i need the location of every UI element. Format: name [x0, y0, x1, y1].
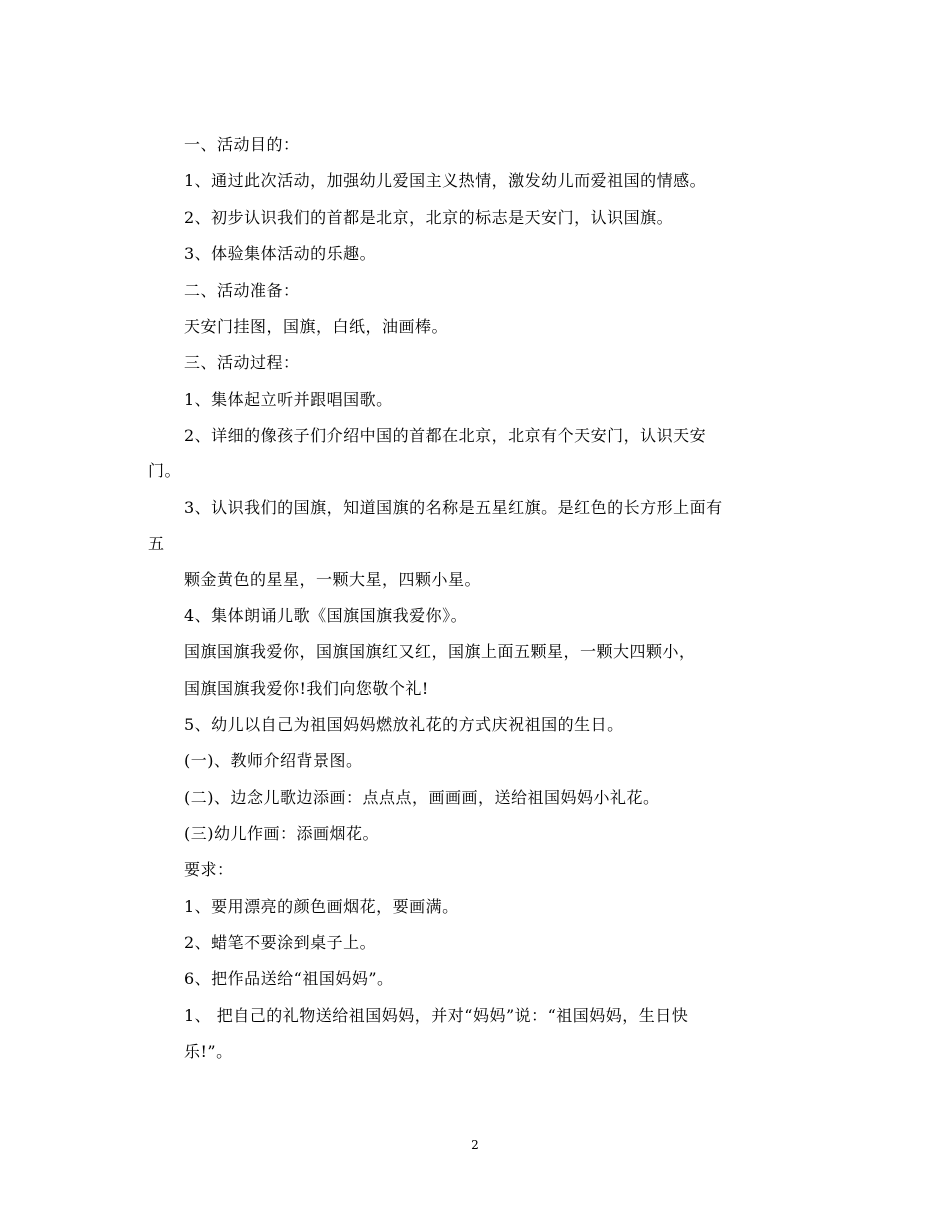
paragraph-line: 颗金黄色的星星，一颗大星，四颗小星。 — [184, 570, 482, 589]
paragraph-line: 要求： — [184, 860, 234, 879]
paragraph-line: (二)、边念儿歌边添画：点点点，画画画，送给祖国妈妈小礼花。 — [184, 788, 660, 807]
poem-line: 国旗国旗我爱你!我们向您敬个礼! — [184, 679, 429, 698]
paragraph-line: 2、初步认识我们的首都是北京，北京的标志是天安门，认识国旗。 — [184, 208, 674, 227]
paragraph-line: 5、幼儿以自己为祖国妈妈燃放礼花的方式庆祝祖国的生日。 — [184, 715, 624, 734]
paragraph-line: 4、集体朗诵儿歌《国旗国旗我爱你》。 — [184, 606, 468, 625]
paragraph-line: 1、 把自己的礼物送给祖国妈妈，并对“妈妈”说：“祖国妈妈，生日快 — [184, 1006, 689, 1025]
paragraph-line: 2、详细的像孩子们介绍中国的首都在北京，北京有个天安门，认识天安 — [184, 426, 707, 445]
paragraph-line: 3、认识我们的国旗，知道国旗的名称是五星红旗。是红色的长方形上面有 — [184, 498, 723, 517]
paragraph-line: 天安门挂图，国旗，白纸，油画棒。 — [184, 317, 449, 336]
paragraph-line: 五 — [148, 534, 165, 553]
paragraph-line: 1、通过此次活动，加强幼儿爱国主义热情，激发幼儿而爱祖国的情感。 — [184, 171, 707, 190]
section-heading-preparation: 二、活动准备： — [184, 281, 300, 300]
paragraph-line: 6、把作品送给“祖国妈妈”。 — [184, 969, 394, 988]
paragraph-line: (三)幼儿作画：添画烟花。 — [184, 824, 379, 843]
section-heading-objectives: 一、活动目的： — [184, 135, 300, 154]
paragraph-line: 1、集体起立听并跟唱国歌。 — [184, 390, 393, 409]
paragraph-line: 乐!”。 — [184, 1042, 233, 1061]
paragraph-line: 3、体验集体活动的乐趣。 — [184, 244, 377, 263]
poem-line: 国旗国旗我爱你，国旗国旗红又红，国旗上面五颗星，一颗大四颗小， — [184, 642, 696, 661]
paragraph-line: (一)、教师介绍背景图。 — [184, 751, 363, 770]
page-number: 2 — [471, 1138, 479, 1152]
paragraph-line: 门。 — [148, 461, 182, 480]
section-heading-process: 三、活动过程： — [184, 353, 300, 372]
paragraph-line: 2、蜡笔不要涂到桌子上。 — [184, 933, 377, 952]
paragraph-line: 1、要用漂亮的颜色画烟花，要画满。 — [184, 897, 459, 916]
